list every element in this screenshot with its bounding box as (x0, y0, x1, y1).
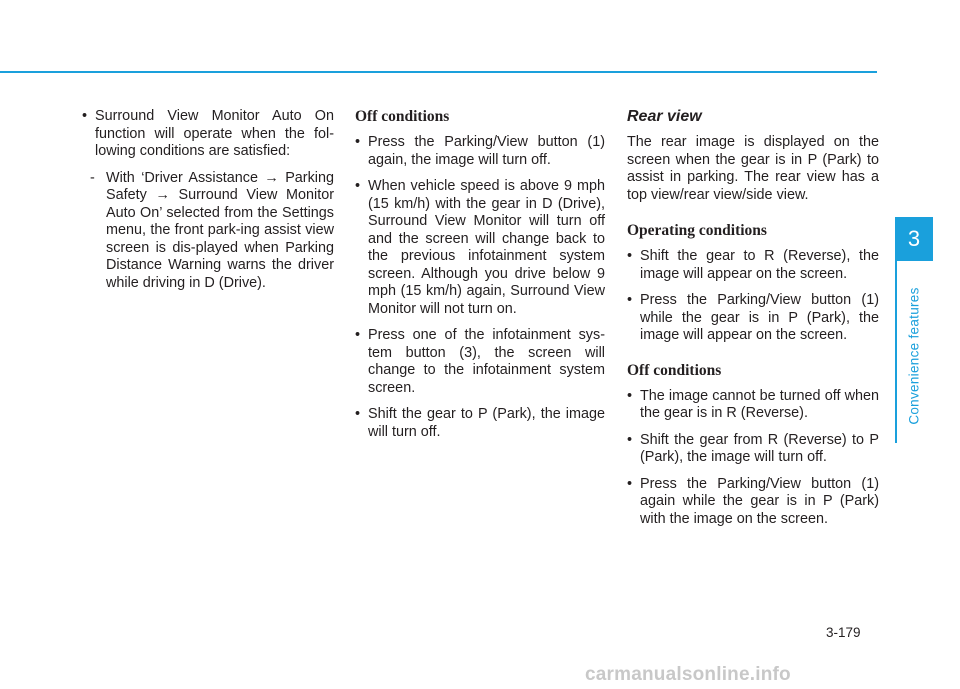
chapter-title: Convenience features (906, 287, 922, 425)
bullet-rear-off-3: • Press the Parking/View button (1) again while the gear is in P (Park) with the image on the screen. (627, 476, 879, 529)
heading-rear-off-conditions: Off conditions (627, 361, 722, 379)
right-column (627, 108, 879, 537)
dash-item-driver-assistance (82, 170, 334, 293)
bullet-operating-1: • Shift the gear to R (Reverse), the image will appear on the screen. (627, 248, 879, 283)
bullet-off-1: • Press the Parking/View button (1) again, the image will turn off. (355, 134, 605, 169)
header-rule (0, 71, 877, 73)
bullet-auto-on: • Surround View Monitor Auto On function will operate when the fol-lowing conditions are satisfied: (82, 108, 334, 161)
heading-operating-conditions: Operating conditions (627, 222, 767, 239)
bullet-off-4: • Shift the gear to P (Park), the image will turn off. (355, 406, 605, 441)
bullet-operating-2: • Press the Parking/View button (1) while the gear is in P (Park), the image will appear on the screen. (627, 292, 879, 345)
watermark: carmanualsonline.info (585, 664, 791, 685)
bullet-off-3: • Press one of the infotainment sys-tem button (3), the screen will change to the infotainment system screen. (355, 327, 605, 397)
heading-off-conditions: Off conditions (355, 108, 450, 125)
bullet-off-2: • When vehicle speed is above 9 mph (15 km/h) with the gear in D (Drive), Surround View Monitor will turn off and the screen will change back to the previous infotainment system screen. Although you drive below 9 mph (15 km/h) again, Surround View Monitor will not turn on. (355, 178, 605, 318)
middle-column (355, 108, 605, 450)
dash-text: With ‘Driver Assistance → Parking Safety → Surround View Monitor Auto On’ selected from the Settings menu, the front park-ing assist view screen is dis-played when Parking Distance Warning warns the driver while driving in D (Drive). (106, 169, 334, 291)
chapter-number-tab: 3 (895, 217, 933, 261)
bullet-rear-off-2: • Shift the gear from R (Reverse) to P (Park), the image will turn off. (627, 432, 879, 467)
chapter-side-rule (895, 261, 897, 443)
heading-rear-view: Rear view (627, 108, 702, 125)
rear-view-intro: The rear image is displayed on the screen when the gear is in P (Park) to assist in parking. The rear view has a top view/rear view/side view. (627, 134, 879, 203)
page-number: 3-179 (826, 625, 861, 640)
bullet-rear-off-1: • The image cannot be turned off when the gear is in R (Reverse). (627, 388, 879, 423)
left-column (82, 108, 334, 301)
dash-mark: - (90, 169, 95, 186)
